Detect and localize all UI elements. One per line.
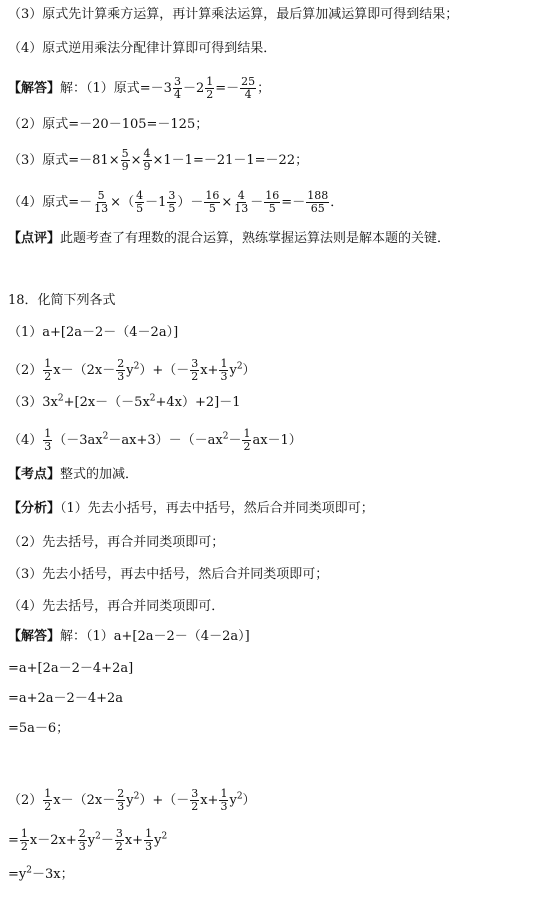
comment-text: 此题考查了有理数的混合运算，熟练掌握运算法则是解本题的关键． xyxy=(60,231,451,246)
fraction: $\frac{1}{2}$ xyxy=(20,827,28,853)
fraction: $\frac{16}{5}$ xyxy=(265,189,280,215)
comment-label: 【点评】 xyxy=(8,231,61,246)
fraction: $\frac{2}{3}$ xyxy=(117,787,125,813)
text-line: （4）原式逆用乘法分配律计算即可得到结果． xyxy=(8,41,277,56)
fenxi-label: 【分析】 xyxy=(8,501,61,516)
text: 解：（1）原式=－3 xyxy=(60,81,172,96)
problem-1: （1）a+[2a－2－（4－2a）] xyxy=(8,325,179,340)
fraction: $\frac{4}{5}$ xyxy=(136,189,144,215)
solution-2-step: = $\frac{1}{2}$ x－2x+ $\frac{2}{3}$ $y^2-$ $\frac{3}{2}$ x+ $\frac{1}{3}$ $y^2$ xyxy=(8,827,168,853)
fenxi-line-4: （4）先去括号，再合并同类项即可． xyxy=(8,599,225,614)
fraction: $\frac{3}{2}$ xyxy=(191,357,199,383)
text-line: （3）原式先计算乘方运算，再计算乘法运算，最后算加减运算即可得到结果； xyxy=(8,7,459,22)
fraction: $\frac{1}{3}$ xyxy=(44,427,52,453)
comment-line xyxy=(8,230,450,248)
fraction: $\frac{2}{3}$ xyxy=(117,357,125,383)
solution-label: 【解答】 xyxy=(8,81,61,96)
step-line: =5a－6； xyxy=(8,721,70,736)
fraction: $\frac{4}{13}$ xyxy=(234,189,249,215)
fenxi-line-3: （3）先去小括号，再去中括号，然后合并同类项即可； xyxy=(8,567,329,582)
fraction: $\frac{2}{3}$ xyxy=(78,827,86,853)
fraction: $\frac{4}{9}$ xyxy=(143,147,151,173)
solution-line-2: （2）原式=－20－105=－125； xyxy=(8,117,209,132)
fraction: $\frac{5}{9}$ xyxy=(121,147,129,173)
fraction: $\frac{25}{4}$ xyxy=(241,75,256,101)
fraction: $\frac{3}{2}$ xyxy=(191,787,199,813)
fraction: $\frac{1}{2}$ xyxy=(243,427,251,453)
fraction: $\frac{1}{2}$ xyxy=(206,75,214,101)
fenxi-line-1: 【分析】（1）先去小括号，再去中括号，然后合并同类项即可； xyxy=(8,501,374,516)
problem-2: （2） $\frac{1}{2}$ x－（2x－ $\frac{2}{3}$ $y^2)+(-$ $\frac{3}{2}$ x+ $\frac{1}{3}$ $y^2$） xyxy=(8,357,256,383)
step-line: =a+[2a－2－4+2a] xyxy=(8,661,134,676)
fenxi-line-2: （2）先去括号，再合并同类项即可； xyxy=(8,535,225,550)
fraction: $\frac{3}{4}$ xyxy=(173,75,181,101)
kaodian-label: 【考点】 xyxy=(8,467,61,482)
solution-line-1: 【解答】解：（1）原式=－3 $\frac{3}{4}$ －2 $\frac{1}{2}$ =－ $\frac{25}{4}$ ； xyxy=(8,75,271,101)
fraction: $\frac{5}{13}$ xyxy=(94,189,109,215)
kaodian-text: 整式的加减． xyxy=(60,467,139,482)
jieda-line-1: 【解答】解：（1）a+[2a－2－（4－2a）] xyxy=(8,629,250,644)
fraction: $\frac{1}{3}$ xyxy=(220,787,228,813)
fraction: $\frac{188}{65}$ xyxy=(307,189,329,215)
fraction: $\frac{1}{2}$ xyxy=(44,357,52,383)
fraction: $\frac{3}{5}$ xyxy=(168,189,176,215)
solution-line-3: （3）原式=－81× $\frac{5}{9}$ × $\frac{4}{9}$ ×1－1=－21－1=－22； xyxy=(8,147,309,173)
kaodian-line xyxy=(8,466,138,484)
fraction: $\frac{3}{2}$ xyxy=(115,827,123,853)
solution-line-4: （4）原式=－ $\frac{5}{13}$ ×（ $\frac{4}{5}$ －1 $\frac{3}{5}$ ）－ $\frac{16}{5}$ × $\frac{4}{13}$ － $\frac{16}{5}$ =－ $\frac{188}{65}$ ． xyxy=(8,189,344,215)
solution-2-result: $=y^2-3x$； xyxy=(8,865,74,882)
jieda-label: 【解答】 xyxy=(8,629,61,644)
step-line: =a+2a－2－4+2a xyxy=(8,691,124,706)
problem-3: $(3)3x^2+[2x-(-5x^2+4x)+2]-1$ xyxy=(8,393,241,410)
fraction: $\frac{1}{2}$ xyxy=(44,787,52,813)
problem-4: （4） $\frac{1}{3}$ $(-3ax^2-ax+3)-(-ax^2-$ $\frac{1}{2}$ ax－1） xyxy=(8,427,302,453)
solution-2-restate: （2） $\frac{1}{2}$ x－（2x－ $\frac{2}{3}$ $y^2)+(-$ $\frac{3}{2}$ x+ $\frac{1}{3}$ $y^2$） xyxy=(8,787,256,813)
question-title: 18．化简下列各式 xyxy=(8,293,116,308)
fraction: $\frac{1}{3}$ xyxy=(145,827,153,853)
fraction: $\frac{16}{5}$ xyxy=(205,189,220,215)
fraction: $\frac{1}{3}$ xyxy=(220,357,228,383)
